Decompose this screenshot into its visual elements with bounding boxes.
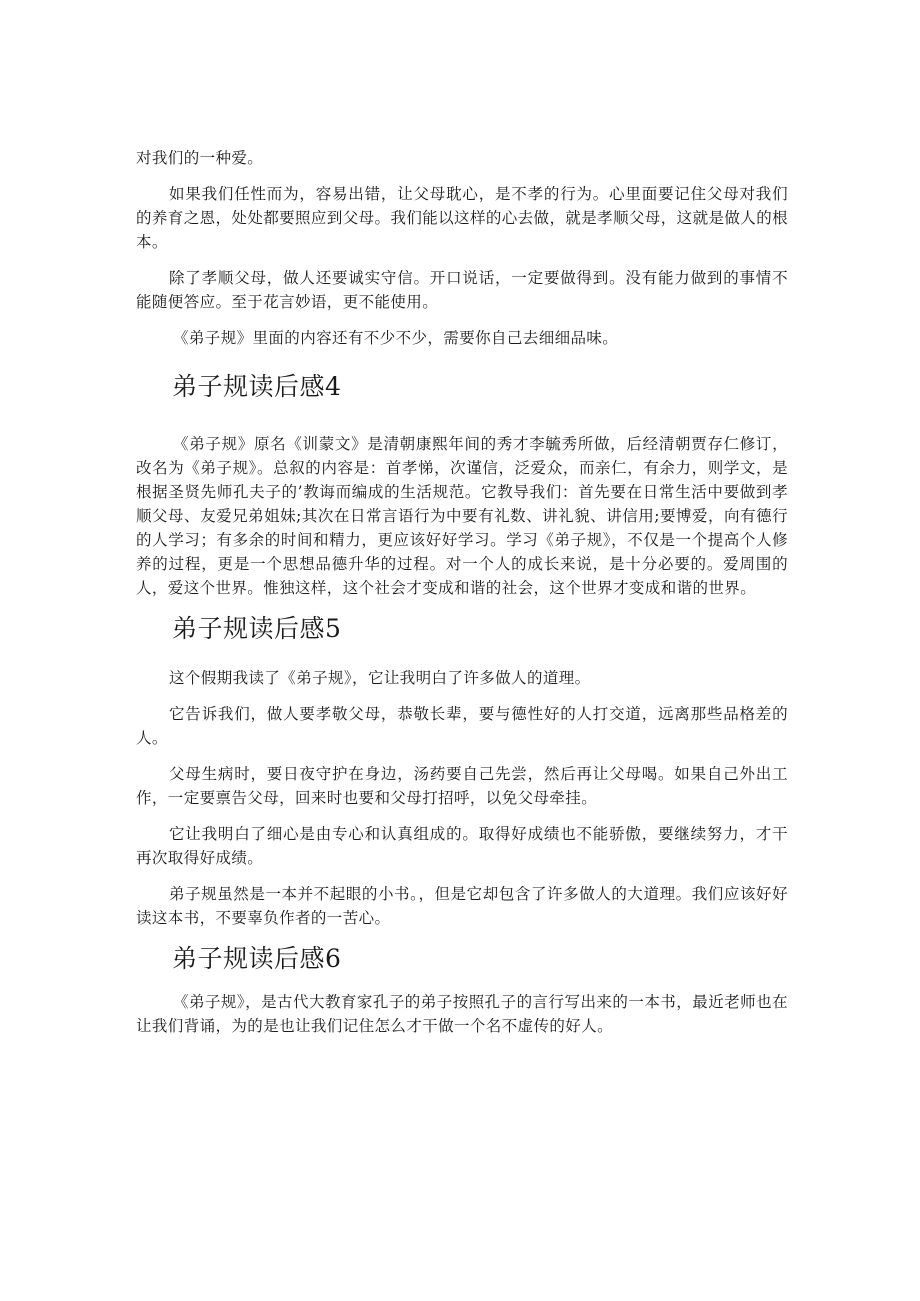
paragraph: 它告诉我们，做人要孝敬父母，恭敬长辈，要与德性好的人打交道，远离那些品格差的人。 [136,705,788,747]
section-heading-4: 弟子规读后感4 [172,372,342,401]
document-page [136,146,788,1050]
paragraph: 《弟子规》原名《训蒙文》是清朝康熙年间的秀才李毓秀所做，后经清朝贾存仁修订，改名为《弟子规》。总叙的内容是：首孝悌，次谨信，泛爱众，而亲仁，有余力，则学文，是根据圣贤先师孔夫子的’教诲而编成的生活规范。它教导我们：首先要在日常生活中要做到孝顺父母、友爱兄弟姐妹;其次在日常言语行为中要有礼数、讲礼貌、讲信用;要博爱，向有德行的人学习；有多余的时间和精力，更应该好好学习。学习《弟子规》，不仅是一个提高个人修养的过程，更是一个思想品德升华的过程。对一个人的成长来说，是十分必要的。爱周围的人，爱这个世界。惟独这样，这个社会才变成和谐的社会，这个世界才变成和谐的世界。 [136,435,788,597]
paragraph: 这个假期我读了《弟子规》，它让我明白了许多做人的道理。 [169,669,591,687]
paragraph: 《弟子规》，是古代大教育家孔子的弟子按照孔子的言行写出来的一本书，最近老师也在让我们背诵，为的是也让我们记住怎么才干做一个名不虚传的好人。 [136,993,788,1035]
paragraph: 弟子规虽然是一本并不起眼的小书。，但是它却包含了许多做人的大道理。我们应该好好读这本书，不要辜负作者的一苦心。 [136,885,788,927]
paragraph: 父母生病时，要日夜守护在身边，汤药要自己先尝，然后再让父母喝。如果自己外出工作，一定要禀告父母，回来时也要和父母打招呼，以免父母牵挂。 [136,765,788,807]
paragraph: 《弟子规》里面的内容还有不少不少，需要你自己去细细品味。 [173,329,619,347]
paragraph: 它让我明白了细心是由专心和认真组成的。取得好成绩也不能骄傲，要继续努力，才干再次取得好成绩。 [136,825,788,867]
paragraph: 对我们的一种爱。 [136,149,264,167]
section-heading-5: 弟子规读后感5 [172,614,342,643]
paragraph: 如果我们任性而为，容易出错，让父母耽心，是不孝的行为。心里面要记住父母对我们的养育之恩，处处都要照应到父母。我们能以这样的心去做，就是孝顺父母，这就是做人的根本。 [136,185,788,251]
paragraph: 除了孝顺父母，做人还要诚实守信。开口说话，一定要做得到。没有能力做到的事情不能随便答应。至于花言妙语，更不能使用。 [136,269,788,311]
section-heading-6: 弟子规读后感6 [172,944,342,973]
